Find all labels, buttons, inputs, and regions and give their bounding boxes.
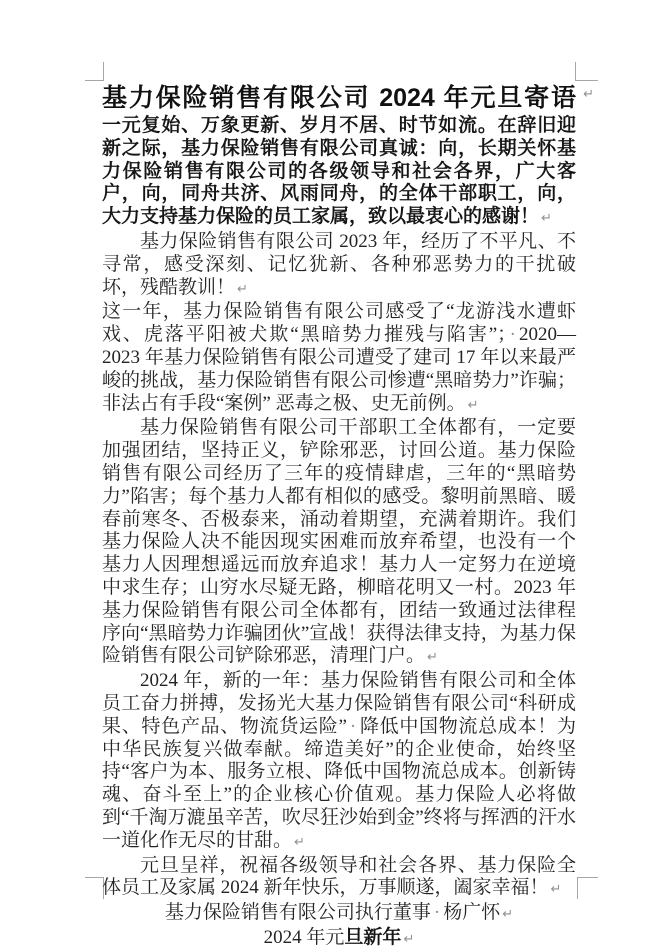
text-run: 降低中国物流总成本！为中华民族复兴做奉献。缔造美好”的企业使命，始终坚持“客户为本、服务立根、降低中国物流总成本。创新铸魂、奋斗至上”的企业核心价值观。基力保险人必将做到“千淘万漉虽辛苦，吹尽狂沙始到金”终将与挥洒的汗水一道化作无尽的甘甜。 xyxy=(102,715,576,851)
document-paragraph xyxy=(102,670,576,854)
document-paragraph xyxy=(102,927,576,952)
text-run: 2020—2023 年基力保险销售有限公司遭受了建司 17 年以来最严峻的挑战，基力保险销售有限公司惨遭“黑暗势力”诈骗；非法占有手段“案例” 恶毒之极、史无前例。 xyxy=(102,324,576,414)
paragraph-mark-icon: ↵ xyxy=(583,87,594,102)
document-paragraph xyxy=(102,231,576,301)
document-paragraph xyxy=(102,115,576,231)
text-run: 基力保险销售有限公司 2023 年，经历了不平凡、不寻常，感受深刻、记忆犹新、各种邪恶势力的干扰破坏，残酷教训！ xyxy=(102,230,576,298)
document-paragraph xyxy=(102,902,576,927)
paragraph-mark-icon: ↵ xyxy=(237,281,248,297)
document-title-text: 基力保险销售有限公司 2024 年元旦寄语 xyxy=(102,84,576,112)
margin-mark-top-left-icon xyxy=(85,62,104,81)
margin-mark-top-right-icon xyxy=(575,62,598,81)
paragraph-mark-icon: ↵ xyxy=(541,211,552,227)
document-paragraph xyxy=(102,855,576,903)
paragraph-mark-icon: ↵ xyxy=(294,834,305,850)
document-title xyxy=(102,84,594,113)
text-run: 旦新年 xyxy=(344,926,402,948)
space-mark-icon: · xyxy=(433,902,441,924)
space-mark-icon: · xyxy=(349,715,357,737)
text-run: 一元复始、万象更新、岁月不居、时节如流。在辞旧迎新之际，基力保险销售有限公司真诚：向，长期关怀基力保险销售有限公司的各级领导和社会各界，广大客户，向，同舟共济、风雨同舟，的全体干部职工，向，大力支持基力保险的员工家属，致以最衷心的感谢！ xyxy=(102,115,576,228)
text-run: 这一年，基力保险销售有限公司感受了“龙游浅水遭虾戏、虎落平阳被犬欺“黑暗势力摧残与陷害”； xyxy=(102,301,576,346)
text-run: 元旦呈祥，祝福各级领导和社会各界、基力保险全体员工及家属 2024 新年快乐，万事顺遂，阖家幸福！ xyxy=(102,854,576,899)
paragraph-mark-icon: ↵ xyxy=(403,931,415,947)
document-paragraph xyxy=(102,301,576,417)
paragraph-mark-icon: ↵ xyxy=(502,907,514,923)
paragraph-mark-icon: ↵ xyxy=(467,397,479,413)
document-body xyxy=(102,115,576,952)
document-content xyxy=(102,84,594,952)
paragraph-mark-icon: ↵ xyxy=(427,650,438,666)
document-paragraph xyxy=(102,417,576,670)
text-run: 基力保险销售有限公司执行董事 xyxy=(164,902,431,924)
space-mark-icon: · xyxy=(509,324,516,346)
text-run: 杨广怀 xyxy=(443,902,501,924)
text-run: 2024 年，新的一年：基力保险销售有限公司和全体员工奋力拼搏，发扬光大基力保险销售有限公司“科研成果、特色产品、物流货运险” xyxy=(102,670,576,737)
margin-mark-bottom-right-icon xyxy=(577,877,598,899)
text-run: 基力保险销售有限公司干部职工全体都有，一定要加强团结，坚持正义，铲除邪恶，讨回公道。基力保险销售有限公司经历了三年的疫情肆虐，三年的“黑暗势力”陷害；每个基力人都有相似的感受。黎明前黑暗、暖春前寒冬、否极泰来，涌动着期望，充满着期许。我们基力保险人决不能因现实困难而放弃希望，也没有一个基力人因理想遥远而放弃追求！基力人一定努力在逆境中求生存；山穷水尽疑无路，柳暗花明又一村。2023 年基力保险销售有限公司全体都有，团结一致通过法律程序向“黑暗势力诈骗团伙”宣战！获得法律支持，为基力保险销售有限公司铲除邪恶，清理门户。 xyxy=(102,417,576,667)
text-run: 2024 年元 xyxy=(263,926,345,948)
paragraph-mark-icon: ↵ xyxy=(550,882,562,898)
